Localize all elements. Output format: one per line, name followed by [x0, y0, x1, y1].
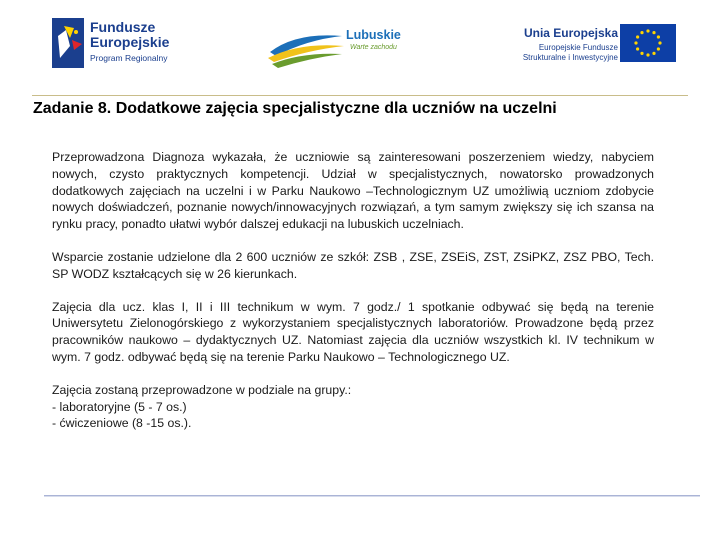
paragraph-classes: Zajęcia dla ucz. klas I, II i III technikum w wym. 7 godz./ 1 spotkanie odbywać się będą na terenie Uniwersytetu Zielonogórskiego z wykorzystaniem specjalistycznych laboratoriów. Prowadzone będą przez pracowników naukowo – dydaktycznych UZ. Natomiast zajęcia dla uczniów wszystkich kl. IV technikum w wym. 7 godz. odbywać będą się na terenie Parku Naukowo – Technologicznego UZ. [52, 299, 654, 364]
groups-item-lab: - laboratoryjne (5 - 7 os.) [52, 399, 187, 414]
paragraph-groups-intro: Zajęcia zostaną przeprowadzone w podziale na grupy.: [52, 382, 352, 397]
unia-europejska-logo [490, 22, 680, 70]
paragraph-support: Wsparcie zostanie udzielone dla 2 600 uczniów ze szkół: ZSB , ZSE, ZSEiS, ZST, ZSiPKZ, ZSZ PBO, Tech. SP WODZ kształcących się w 26 kierunkach. [52, 249, 654, 281]
lubuskie-wave-icon [266, 22, 346, 68]
fe-star-icon [50, 16, 86, 70]
body-content [52, 149, 654, 432]
ue-line3: Strukturalne i Inwestycyjne [522, 53, 618, 62]
bottom-divider [44, 495, 700, 497]
lubuskie-name: Lubuskie [346, 28, 401, 42]
eu-flag-icon [620, 24, 676, 62]
fe-line1: Fundusze [90, 19, 156, 35]
ue-line2: Europejskie Fundusze [538, 43, 618, 52]
lubuskie-tagline: Warte zachodu [350, 44, 397, 51]
groups-item-exercise: - ćwiczeniowe (8 -15 os.). [52, 416, 192, 431]
ue-title: Unia Europejska [523, 26, 618, 40]
lubuskie-logo [266, 22, 416, 72]
paragraph-diagnosis: Przeprowadzona Diagnoza wykazała, że uczniowie są zainteresowani poszerzeniem wiedzy, nabyciem nowych, czysto praktycznych kompetencji. Udział w specjalistycznych, nowatorsko prowadzonych dodatkowych zajęciach na uczelni i w Parku Naukowo –Technologicznym UZ umożliwią uczniom zdobycie nowych doświadczeń, poznanie nowych/innowacyjnych rozwiązań, a tym samym zwiększy się ich szansa na rynku pracy, ponadto ułatwi wybór dalszej edukacji na lubuskich uczelniach. [52, 150, 654, 232]
page-title: Zadanie 8. Dodatkowe zajęcia specjalistyczne dla uczniów na uczelni [33, 100, 557, 117]
fe-line2: Europejskie [90, 34, 170, 50]
top-divider [32, 95, 688, 96]
fe-line3: Program Regionalny [90, 53, 168, 63]
fundusze-europejskie-logo [50, 16, 190, 70]
header-logos [0, 0, 720, 90]
